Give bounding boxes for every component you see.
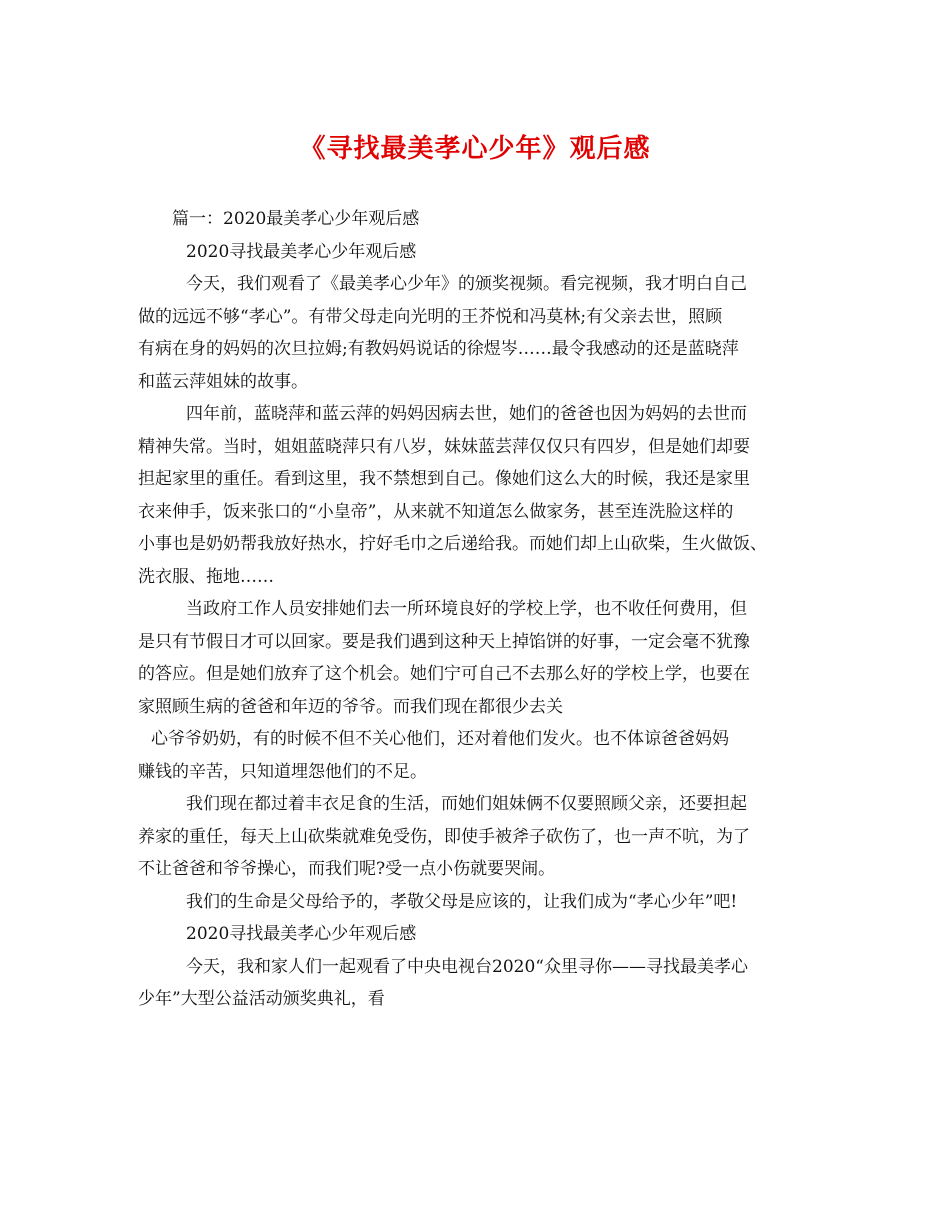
text-line: 家照顾生病的爸爸和年迈的爷爷。而我们现在都很少去关 (138, 696, 563, 717)
text-line: 赚钱的辛苦，只知道埋怨他们的不足。 (138, 761, 427, 782)
text-line: 今天，我们观看了《最美孝心少年》的颁奖视频。看完视频，我才明白自己 (186, 274, 747, 294)
text-line: 今天，我和家人们一起观看了中央电视台2020“众里寻你——寻找最美孝心 (186, 956, 748, 977)
text-line: 担起家里的重任。看到这里，我不禁想到自己。像她们这么大的时候，我还是家里 (138, 469, 750, 489)
text-line: 做的远远不够“孝心”。有带父母走向光明的王芥悦和冯莫林;有父亲去世，照顾 (138, 306, 723, 327)
text-line: 洗衣服、拖地…… (138, 566, 274, 587)
text-line: 有病在身的妈妈的次旦拉姆;有教妈妈说话的徐煜岑……最令我感动的还是蓝晓萍 (138, 339, 739, 359)
text-line: 精神失常。当时，姐姐蓝晓萍只有八岁，妹妹蓝芸萍仅仅只有四岁，但是她们却要 (138, 436, 750, 457)
text-line: 我们的生命是父母给予的，孝敬父母是应该的，让我们成为“孝心少年”吧! (186, 891, 738, 912)
text-line: 我们现在都过着丰衣足食的生活，而她们姐妹俩不仅要照顾父亲，还要担起 (186, 794, 747, 814)
document-body (138, 203, 814, 1016)
text-line: 养家的重任，每天上山砍柴就难免受伤，即使手被斧子砍伤了，也一声不吭，为了 (138, 826, 750, 847)
text-line: 2020寻找最美孝心少年观后感 (186, 241, 417, 262)
text-line: 当政府工作人员安排她们去一所环境良好的学校上学，也不收任何费用，但 (186, 599, 747, 619)
text-line: 篇一：2020最美孝心少年观后感 (172, 209, 420, 229)
text-line: 2020寻找最美孝心少年观后感 (186, 924, 417, 944)
text-line: 小事也是奶奶帮我放好热水，拧好毛巾之后递给我。而她们却上山砍柴，生火做饭、 (138, 534, 767, 554)
text-line: 是只有节假日才可以回家。要是我们遇到这种天上掉馅饼的好事，一定会毫不犹豫 (138, 631, 750, 652)
document-title: 《寻找最美孝心少年》观后感 (299, 134, 651, 164)
text-line: 的答应。但是她们放弃了这个机会。她们宁可自己不去那么好的学校上学，也要在 (138, 664, 750, 684)
text-line: 不让爸爸和爷爷操心，而我们呢?受一点小伤就要哭闹。 (138, 859, 556, 879)
text-line: 四年前，蓝晓萍和蓝云萍的妈妈因病去世，她们的爸爸也因为妈妈的去世而 (186, 404, 747, 424)
text-line: 和蓝云萍姐妹的故事。 (138, 371, 308, 392)
text-line: 衣来伸手，饭来张口的“小皇帝”，从来就不知道怎么做家务，甚至连洗脸这样的 (138, 501, 734, 522)
text-line: 心爷爷奶奶，有的时候不但不关心他们，还对着他们发火。也不体谅爸爸妈妈 (151, 729, 729, 749)
text-line: 少年”大型公益活动颁奖典礼，看 (138, 989, 385, 1009)
